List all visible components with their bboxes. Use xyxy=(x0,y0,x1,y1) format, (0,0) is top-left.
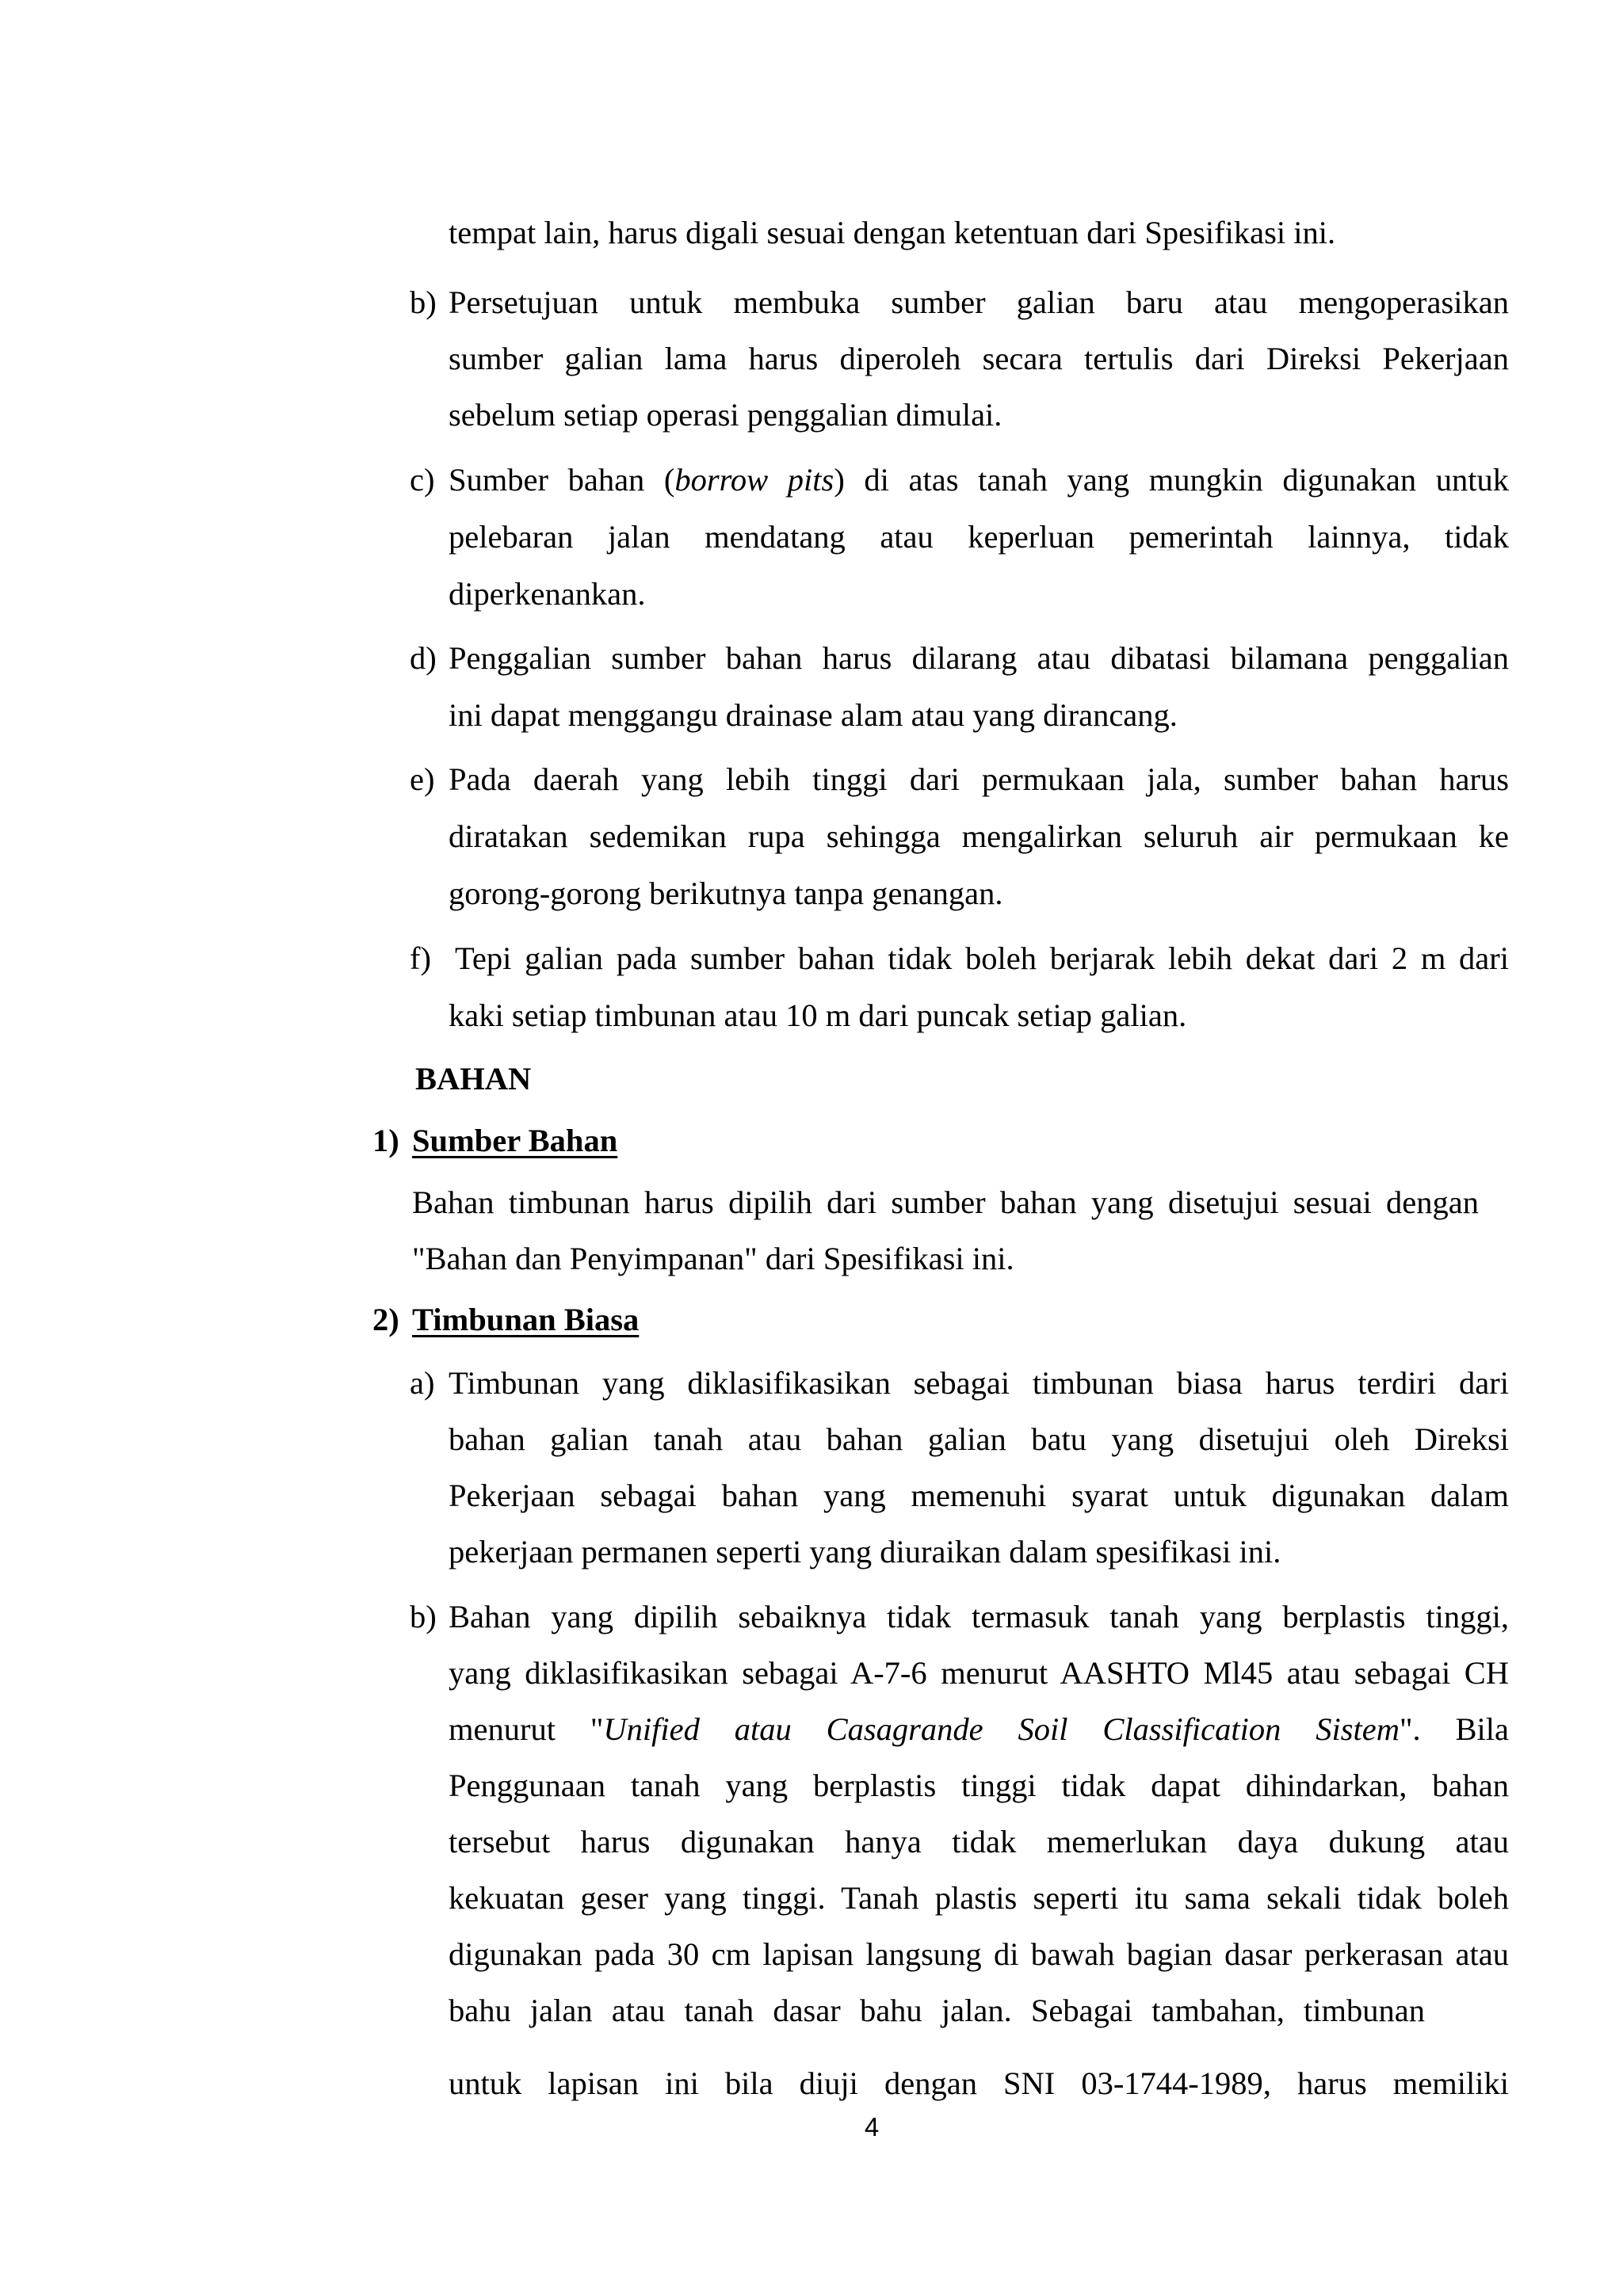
page-number: 4 xyxy=(864,2112,880,2142)
list-marker: e) xyxy=(410,761,435,797)
text-line: digunakan pada 30 cm lapisan langsung di bawah bagian dasar perkerasan atau xyxy=(449,1939,1509,1972)
list-marker: a) xyxy=(410,1365,435,1401)
text-line: Pekerjaan sebagai bahan yang memenuhi syarat untuk digunakan dalam xyxy=(449,1480,1509,1513)
text-line: sumber galian lama harus diperoleh secara tertulis dari Direksi Pekerjaan xyxy=(449,343,1509,376)
text-line: Sumber bahan (borrow pits) di atas tanah yang mungkin digunakan untuk xyxy=(449,464,1509,505)
text-line: tempat lain, harus digali sesuai dengan ketentuan dari Spesifikasi ini. xyxy=(449,215,1336,250)
text-line: tersebut harus digunakan hanya tidak memerlukan daya dukung atau xyxy=(449,1826,1509,1859)
list-marker: c) xyxy=(410,462,435,498)
text-line: Tepi galian pada sumber bahan tidak boleh berjarak lebih dekat dari 2 m dari xyxy=(455,943,1509,976)
text-line: diratakan sedemikan rupa sehingga mengalirkan seluruh air permukaan ke xyxy=(449,821,1509,854)
subsection-title: Sumber Bahan xyxy=(412,1123,618,1158)
italic-term: Unified atau Casagrande Soil Classification Sistem xyxy=(603,1714,1400,1747)
list-marker: b) xyxy=(410,284,437,320)
list-marker: b) xyxy=(410,1599,437,1634)
section-heading: BAHAN xyxy=(415,1061,532,1097)
text-line: diperkenankan. xyxy=(449,576,646,612)
text-line: bahan galian tanah atau bahan galian batu yang disetujui oleh Direksi xyxy=(449,1424,1509,1457)
text-line: gorong-gorong berikutnya tanpa genangan. xyxy=(449,875,1003,911)
text-line: Penggunaan tanah yang berplastis tinggi tidak dapat dihindarkan, bahan xyxy=(449,1770,1509,1803)
text-line: Persetujuan untuk membuka sumber galian baru atau mengoperasikan xyxy=(449,287,1509,320)
text-line: bahu jalan atau tanah dasar bahu jalan. Sebagai tambahan, timbunan xyxy=(449,1995,1425,2028)
italic-term: borrow pits xyxy=(674,464,834,498)
text-line: Penggalian sumber bahan harus dilarang atau dibatasi bilamana penggalian xyxy=(449,643,1509,676)
text-line: Pada daerah yang lebih tinggi dari permukaan jala, sumber bahan harus xyxy=(449,764,1509,797)
subsection-title: Timbunan Biasa xyxy=(412,1302,640,1337)
text-line: Bahan yang dipilih sebaiknya tidak termasuk tanah yang berplastis tinggi, xyxy=(449,1601,1509,1634)
text-line: Bahan timbunan harus dipilih dari sumber bahan yang disetujui sesuai dengan xyxy=(412,1187,1479,1220)
text-line: Timbunan yang diklasifikasikan sebagai timbunan biasa harus terdiri dari xyxy=(449,1367,1509,1401)
text-line: yang diklasifikasikan sebagai A-7-6 menurut AASHTO Ml45 atau sebagai CH xyxy=(449,1657,1509,1691)
text-line: menurut "Unified atau Casagrande Soil Classification Sistem". Bila xyxy=(449,1714,1509,1755)
subsection-number: 1) xyxy=(372,1123,399,1158)
text-line: kaki setiap timbunan atau 10 m dari puncak setiap galian. xyxy=(449,997,1187,1033)
text-line: kekuatan geser yang tinggi. Tanah plastis seperti itu sama sekali tidak boleh xyxy=(449,1882,1509,1916)
text-line: sebelum setiap operasi penggalian dimulai. xyxy=(449,397,1002,433)
list-marker: d) xyxy=(410,640,437,676)
text-line: "Bahan dan Penyimpanan" dari Spesifikasi ini. xyxy=(412,1241,1014,1276)
text-line: pelebaran jalan mendatang atau keperluan pemerintah lainnya, tidak xyxy=(449,521,1509,555)
text-line: pekerjaan permanen seperti yang diuraikan dalam spesifikasi ini. xyxy=(449,1534,1281,1569)
text-line: untuk lapisan ini bila diuji dengan SNI 03-1744-1989, harus memiliki xyxy=(449,2068,1509,2101)
list-marker: f) xyxy=(410,940,431,976)
subsection-number: 2) xyxy=(372,1302,399,1337)
text-line: ini dapat menggangu drainase alam atau yang dirancang. xyxy=(449,697,1178,733)
